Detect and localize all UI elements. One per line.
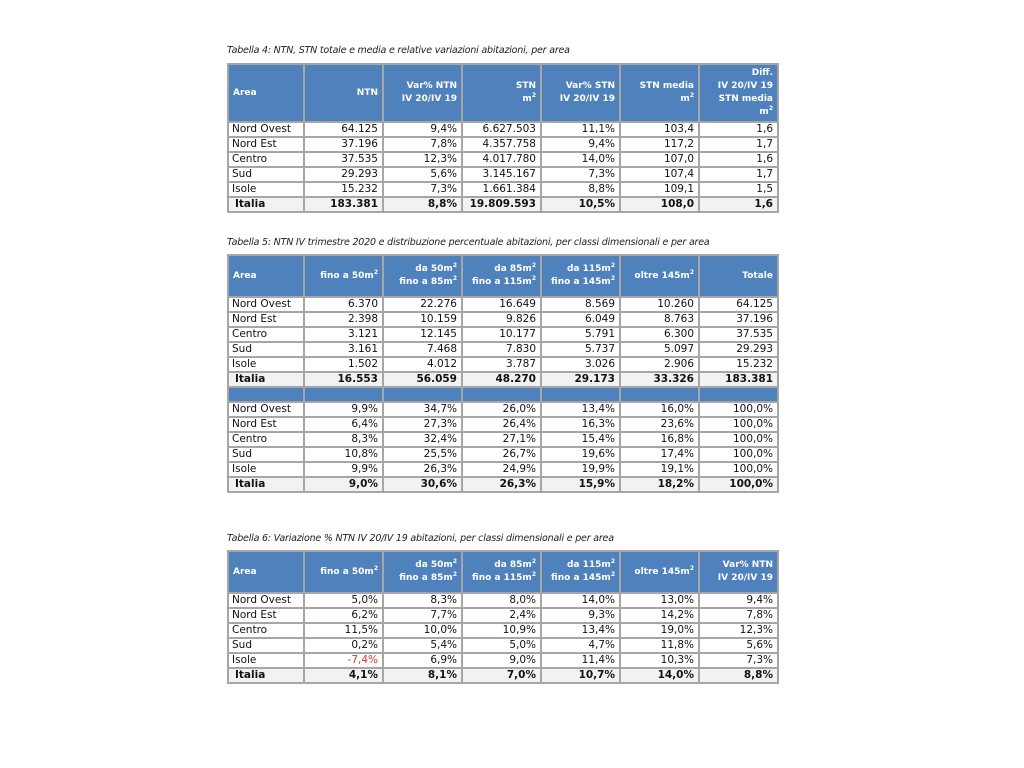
value-cell: 6,4%	[304, 417, 383, 432]
table6-header-cell: Area	[228, 551, 304, 593]
table4-header-cell: NTN	[304, 64, 383, 122]
area-name-cell: Nord Ovest	[228, 593, 304, 608]
value-cell: 9,0%	[304, 477, 383, 492]
value-cell: 3.026	[541, 357, 620, 372]
band-cell	[228, 387, 304, 402]
table5-row	[228, 417, 778, 432]
value-cell: 10,3%	[620, 653, 699, 668]
band-cell	[620, 387, 699, 402]
value-cell: 5,6%	[383, 167, 462, 182]
table6-header-cell: oltre $145m^2$	[620, 551, 699, 593]
table4-ntn-stn-by-area	[227, 63, 779, 213]
value-cell: 10.177	[462, 327, 541, 342]
value-cell: 4.357.758	[462, 137, 541, 152]
table4-header-cell: Diff. IV 20/IV 19 STN media $m^2$	[699, 64, 778, 122]
value-cell: 37.535	[304, 152, 383, 167]
value-cell: 27,3%	[383, 417, 462, 432]
table5-separator-band	[228, 387, 778, 402]
value-cell: 16,0%	[620, 402, 699, 417]
area-name-cell: Italia	[228, 477, 304, 492]
value-cell: 64.125	[304, 122, 383, 137]
value-cell: 107,4	[620, 167, 699, 182]
band-cell	[383, 387, 462, 402]
value-cell: 6,2%	[304, 608, 383, 623]
area-name-cell: Nord Est	[228, 417, 304, 432]
value-cell: 3.121	[304, 327, 383, 342]
value-cell: 18,2%	[620, 477, 699, 492]
value-cell: 13,0%	[620, 593, 699, 608]
value-cell: 3.787	[462, 357, 541, 372]
table6-row	[228, 653, 778, 668]
value-cell: 5,0%	[304, 593, 383, 608]
value-cell: 14,0%	[541, 593, 620, 608]
value-cell: 5.791	[541, 327, 620, 342]
table5-header-cell: oltre $145m^2$	[620, 255, 699, 297]
value-cell: 19,1%	[620, 462, 699, 477]
value-cell: 4.012	[383, 357, 462, 372]
value-cell: 15,4%	[541, 432, 620, 447]
table5-total-row	[228, 477, 778, 492]
area-name-cell: Sud	[228, 167, 304, 182]
value-cell: 9,9%	[304, 462, 383, 477]
value-cell: 16.649	[462, 297, 541, 312]
value-cell: 2.398	[304, 312, 383, 327]
value-cell: 33.326	[620, 372, 699, 387]
value-cell: 19.809.593	[462, 197, 541, 212]
table5-header-cell: Area	[228, 255, 304, 297]
value-cell: 1,7	[699, 137, 778, 152]
value-cell: 3.145.167	[462, 167, 541, 182]
value-cell: 8,1%	[383, 668, 462, 683]
value-cell: 23,6%	[620, 417, 699, 432]
band-cell	[304, 387, 383, 402]
value-cell: 183.381	[699, 372, 778, 387]
value-cell: 29.293	[699, 342, 778, 357]
value-cell: 56.059	[383, 372, 462, 387]
area-name-cell: Nord Ovest	[228, 297, 304, 312]
value-cell: 5.737	[541, 342, 620, 357]
value-cell: 3.161	[304, 342, 383, 357]
table5-row	[228, 402, 778, 417]
value-cell: 1,7	[699, 167, 778, 182]
value-cell: 9,4%	[699, 593, 778, 608]
table5-header-cell: da $50m^2$ fino a $85m^2$	[383, 255, 462, 297]
value-cell: 29.173	[541, 372, 620, 387]
value-cell: 5,0%	[462, 638, 541, 653]
table5-header-cell: fino a $50m^2$	[304, 255, 383, 297]
value-cell: 9,9%	[304, 402, 383, 417]
value-cell: 7,3%	[383, 182, 462, 197]
table6-header-cell: da $115m^2$ fino a $145m^2$	[541, 551, 620, 593]
area-name-cell: Sud	[228, 342, 304, 357]
value-cell: 1,6	[699, 152, 778, 167]
table5-row	[228, 327, 778, 342]
value-cell: 19,6%	[541, 447, 620, 462]
value-cell: 109,1	[620, 182, 699, 197]
table5-row	[228, 432, 778, 447]
value-cell: -7,4%	[304, 653, 383, 668]
value-cell: 11,4%	[541, 653, 620, 668]
value-cell: 26,3%	[383, 462, 462, 477]
table4-header-cell: Var% STN IV 20/IV 19	[541, 64, 620, 122]
table6-row	[228, 638, 778, 653]
value-cell: 8,8%	[541, 182, 620, 197]
value-cell: 13,4%	[541, 623, 620, 638]
value-cell: 19,0%	[620, 623, 699, 638]
value-cell: 9,0%	[462, 653, 541, 668]
value-cell: 17,4%	[620, 447, 699, 462]
table6-caption: Tabella 6: Variazione % NTN IV 20/IV 19 abitazioni, per classi dimensionali e per area	[227, 533, 614, 544]
value-cell: 26,3%	[462, 477, 541, 492]
value-cell: 13,4%	[541, 402, 620, 417]
area-name-cell: Nord Est	[228, 137, 304, 152]
value-cell: 100,0%	[699, 417, 778, 432]
table6-header-cell: da $50m^2$ fino a $85m^2$	[383, 551, 462, 593]
table4-header-row	[228, 64, 778, 122]
table5-row	[228, 342, 778, 357]
value-cell: 12,3%	[699, 623, 778, 638]
value-cell: 10,7%	[541, 668, 620, 683]
value-cell: 5,6%	[699, 638, 778, 653]
value-cell: 183.381	[304, 197, 383, 212]
value-cell: 37.196	[699, 312, 778, 327]
value-cell: 12.145	[383, 327, 462, 342]
value-cell: 9.826	[462, 312, 541, 327]
table6-total-row	[228, 668, 778, 683]
area-name-cell: Isole	[228, 182, 304, 197]
value-cell: 10,0%	[383, 623, 462, 638]
table4-row	[228, 167, 778, 182]
value-cell: 48.270	[462, 372, 541, 387]
value-cell: 7,7%	[383, 608, 462, 623]
value-cell: 26,7%	[462, 447, 541, 462]
value-cell: 2,4%	[462, 608, 541, 623]
table6-row	[228, 593, 778, 608]
value-cell: 26,4%	[462, 417, 541, 432]
table6-row	[228, 608, 778, 623]
value-cell: 16,3%	[541, 417, 620, 432]
table4-header-cell: STN media $m^2$	[620, 64, 699, 122]
value-cell: 14,0%	[541, 152, 620, 167]
value-cell: 64.125	[699, 297, 778, 312]
area-name-cell: Italia	[228, 197, 304, 212]
value-cell: 22.276	[383, 297, 462, 312]
value-cell: 8,0%	[462, 593, 541, 608]
table6-row	[228, 623, 778, 638]
table5-header-cell: da $115m^2$ fino a $145m^2$	[541, 255, 620, 297]
band-cell	[699, 387, 778, 402]
table5-total-row	[228, 372, 778, 387]
value-cell: 10.159	[383, 312, 462, 327]
table5-ntn-distribution-by-size	[227, 254, 779, 493]
value-cell: 12,3%	[383, 152, 462, 167]
table5-row	[228, 297, 778, 312]
value-cell: 9,4%	[383, 122, 462, 137]
value-cell: 100,0%	[699, 402, 778, 417]
value-cell: 14,2%	[620, 608, 699, 623]
value-cell: 8.763	[620, 312, 699, 327]
value-cell: 11,1%	[541, 122, 620, 137]
value-cell: 7,0%	[462, 668, 541, 683]
value-cell: 24,9%	[462, 462, 541, 477]
value-cell: 10,8%	[304, 447, 383, 462]
table5-caption: Tabella 5: NTN IV trimestre 2020 e distribuzione percentuale abitazioni, per classi dimensionali e per area	[227, 237, 710, 248]
value-cell: 5,4%	[383, 638, 462, 653]
area-name-cell: Sud	[228, 447, 304, 462]
value-cell: 7,3%	[699, 653, 778, 668]
table5-header-cell: Totale	[699, 255, 778, 297]
value-cell: 2.906	[620, 357, 699, 372]
table5-row	[228, 357, 778, 372]
value-cell: 19,9%	[541, 462, 620, 477]
value-cell: 0,2%	[304, 638, 383, 653]
value-cell: 6.300	[620, 327, 699, 342]
value-cell: 8.569	[541, 297, 620, 312]
value-cell: 15.232	[699, 357, 778, 372]
value-cell: 4,7%	[541, 638, 620, 653]
value-cell: 10.260	[620, 297, 699, 312]
area-name-cell: Isole	[228, 653, 304, 668]
table4-row	[228, 137, 778, 152]
value-cell: 100,0%	[699, 477, 778, 492]
table4-total-row	[228, 197, 778, 212]
value-cell: 30,6%	[383, 477, 462, 492]
value-cell: 1,6	[699, 122, 778, 137]
value-cell: 11,8%	[620, 638, 699, 653]
table6-header-cell: Var% NTN IV 20/IV 19	[699, 551, 778, 593]
table4-row	[228, 152, 778, 167]
value-cell: 14,0%	[620, 668, 699, 683]
value-cell: 8,8%	[699, 668, 778, 683]
table5-row	[228, 462, 778, 477]
value-cell: 107,0	[620, 152, 699, 167]
value-cell: 29.293	[304, 167, 383, 182]
value-cell: 37.535	[699, 327, 778, 342]
value-cell: 7,8%	[699, 608, 778, 623]
value-cell: 34,7%	[383, 402, 462, 417]
table6-header-cell: da $85m^2$ fino a $115m^2$	[462, 551, 541, 593]
area-name-cell: Centro	[228, 623, 304, 638]
value-cell: 117,2	[620, 137, 699, 152]
value-cell: 25,5%	[383, 447, 462, 462]
area-name-cell: Nord Ovest	[228, 122, 304, 137]
value-cell: 26,0%	[462, 402, 541, 417]
value-cell: 10,5%	[541, 197, 620, 212]
area-name-cell: Italia	[228, 372, 304, 387]
value-cell: 7.468	[383, 342, 462, 357]
value-cell: 1,6	[699, 197, 778, 212]
table4-header-cell: Area	[228, 64, 304, 122]
table6-header-cell: fino a $50m^2$	[304, 551, 383, 593]
area-name-cell: Italia	[228, 668, 304, 683]
value-cell: 100,0%	[699, 432, 778, 447]
value-cell: 6.627.503	[462, 122, 541, 137]
area-name-cell: Nord Ovest	[228, 402, 304, 417]
value-cell: 16.553	[304, 372, 383, 387]
band-cell	[541, 387, 620, 402]
value-cell: 15,9%	[541, 477, 620, 492]
table5-header-row	[228, 255, 778, 297]
value-cell: 8,3%	[304, 432, 383, 447]
value-cell: 6.370	[304, 297, 383, 312]
area-name-cell: Centro	[228, 152, 304, 167]
band-cell	[462, 387, 541, 402]
table5-row	[228, 447, 778, 462]
value-cell: 7,8%	[383, 137, 462, 152]
value-cell: 8,8%	[383, 197, 462, 212]
value-cell: 9,4%	[541, 137, 620, 152]
value-cell: 4,1%	[304, 668, 383, 683]
value-cell: 108,0	[620, 197, 699, 212]
area-name-cell: Centro	[228, 432, 304, 447]
value-cell: 10,9%	[462, 623, 541, 638]
value-cell: 9,3%	[541, 608, 620, 623]
value-cell: 1,5	[699, 182, 778, 197]
area-name-cell: Nord Est	[228, 608, 304, 623]
value-cell: 4.017.780	[462, 152, 541, 167]
value-cell: 37.196	[304, 137, 383, 152]
value-cell: 100,0%	[699, 462, 778, 477]
table5-header-cell: da $85m^2$ fino a $115m^2$	[462, 255, 541, 297]
value-cell: 15.232	[304, 182, 383, 197]
value-cell: 8,3%	[383, 593, 462, 608]
area-name-cell: Isole	[228, 462, 304, 477]
value-cell: 32,4%	[383, 432, 462, 447]
table4-header-cell: STN $m^2$	[462, 64, 541, 122]
value-cell: 27,1%	[462, 432, 541, 447]
value-cell: 100,0%	[699, 447, 778, 462]
table6-header-row	[228, 551, 778, 593]
value-cell: 5.097	[620, 342, 699, 357]
value-cell: 16,8%	[620, 432, 699, 447]
value-cell: 6.049	[541, 312, 620, 327]
value-cell: 7.830	[462, 342, 541, 357]
table6-ntn-variation-by-size	[227, 550, 779, 684]
value-cell: 7,3%	[541, 167, 620, 182]
table4-caption: Tabella 4: NTN, STN totale e media e relative variazioni abitazioni, per area	[227, 45, 570, 56]
value-cell: 103,4	[620, 122, 699, 137]
table4-row	[228, 182, 778, 197]
value-cell: 6,9%	[383, 653, 462, 668]
table4-header-cell: Var% NTN IV 20/IV 19	[383, 64, 462, 122]
area-name-cell: Isole	[228, 357, 304, 372]
value-cell: 1.661.384	[462, 182, 541, 197]
table4-row	[228, 122, 778, 137]
value-cell: 1.502	[304, 357, 383, 372]
area-name-cell: Centro	[228, 327, 304, 342]
area-name-cell: Nord Est	[228, 312, 304, 327]
area-name-cell: Sud	[228, 638, 304, 653]
value-cell: 11,5%	[304, 623, 383, 638]
table5-row	[228, 312, 778, 327]
